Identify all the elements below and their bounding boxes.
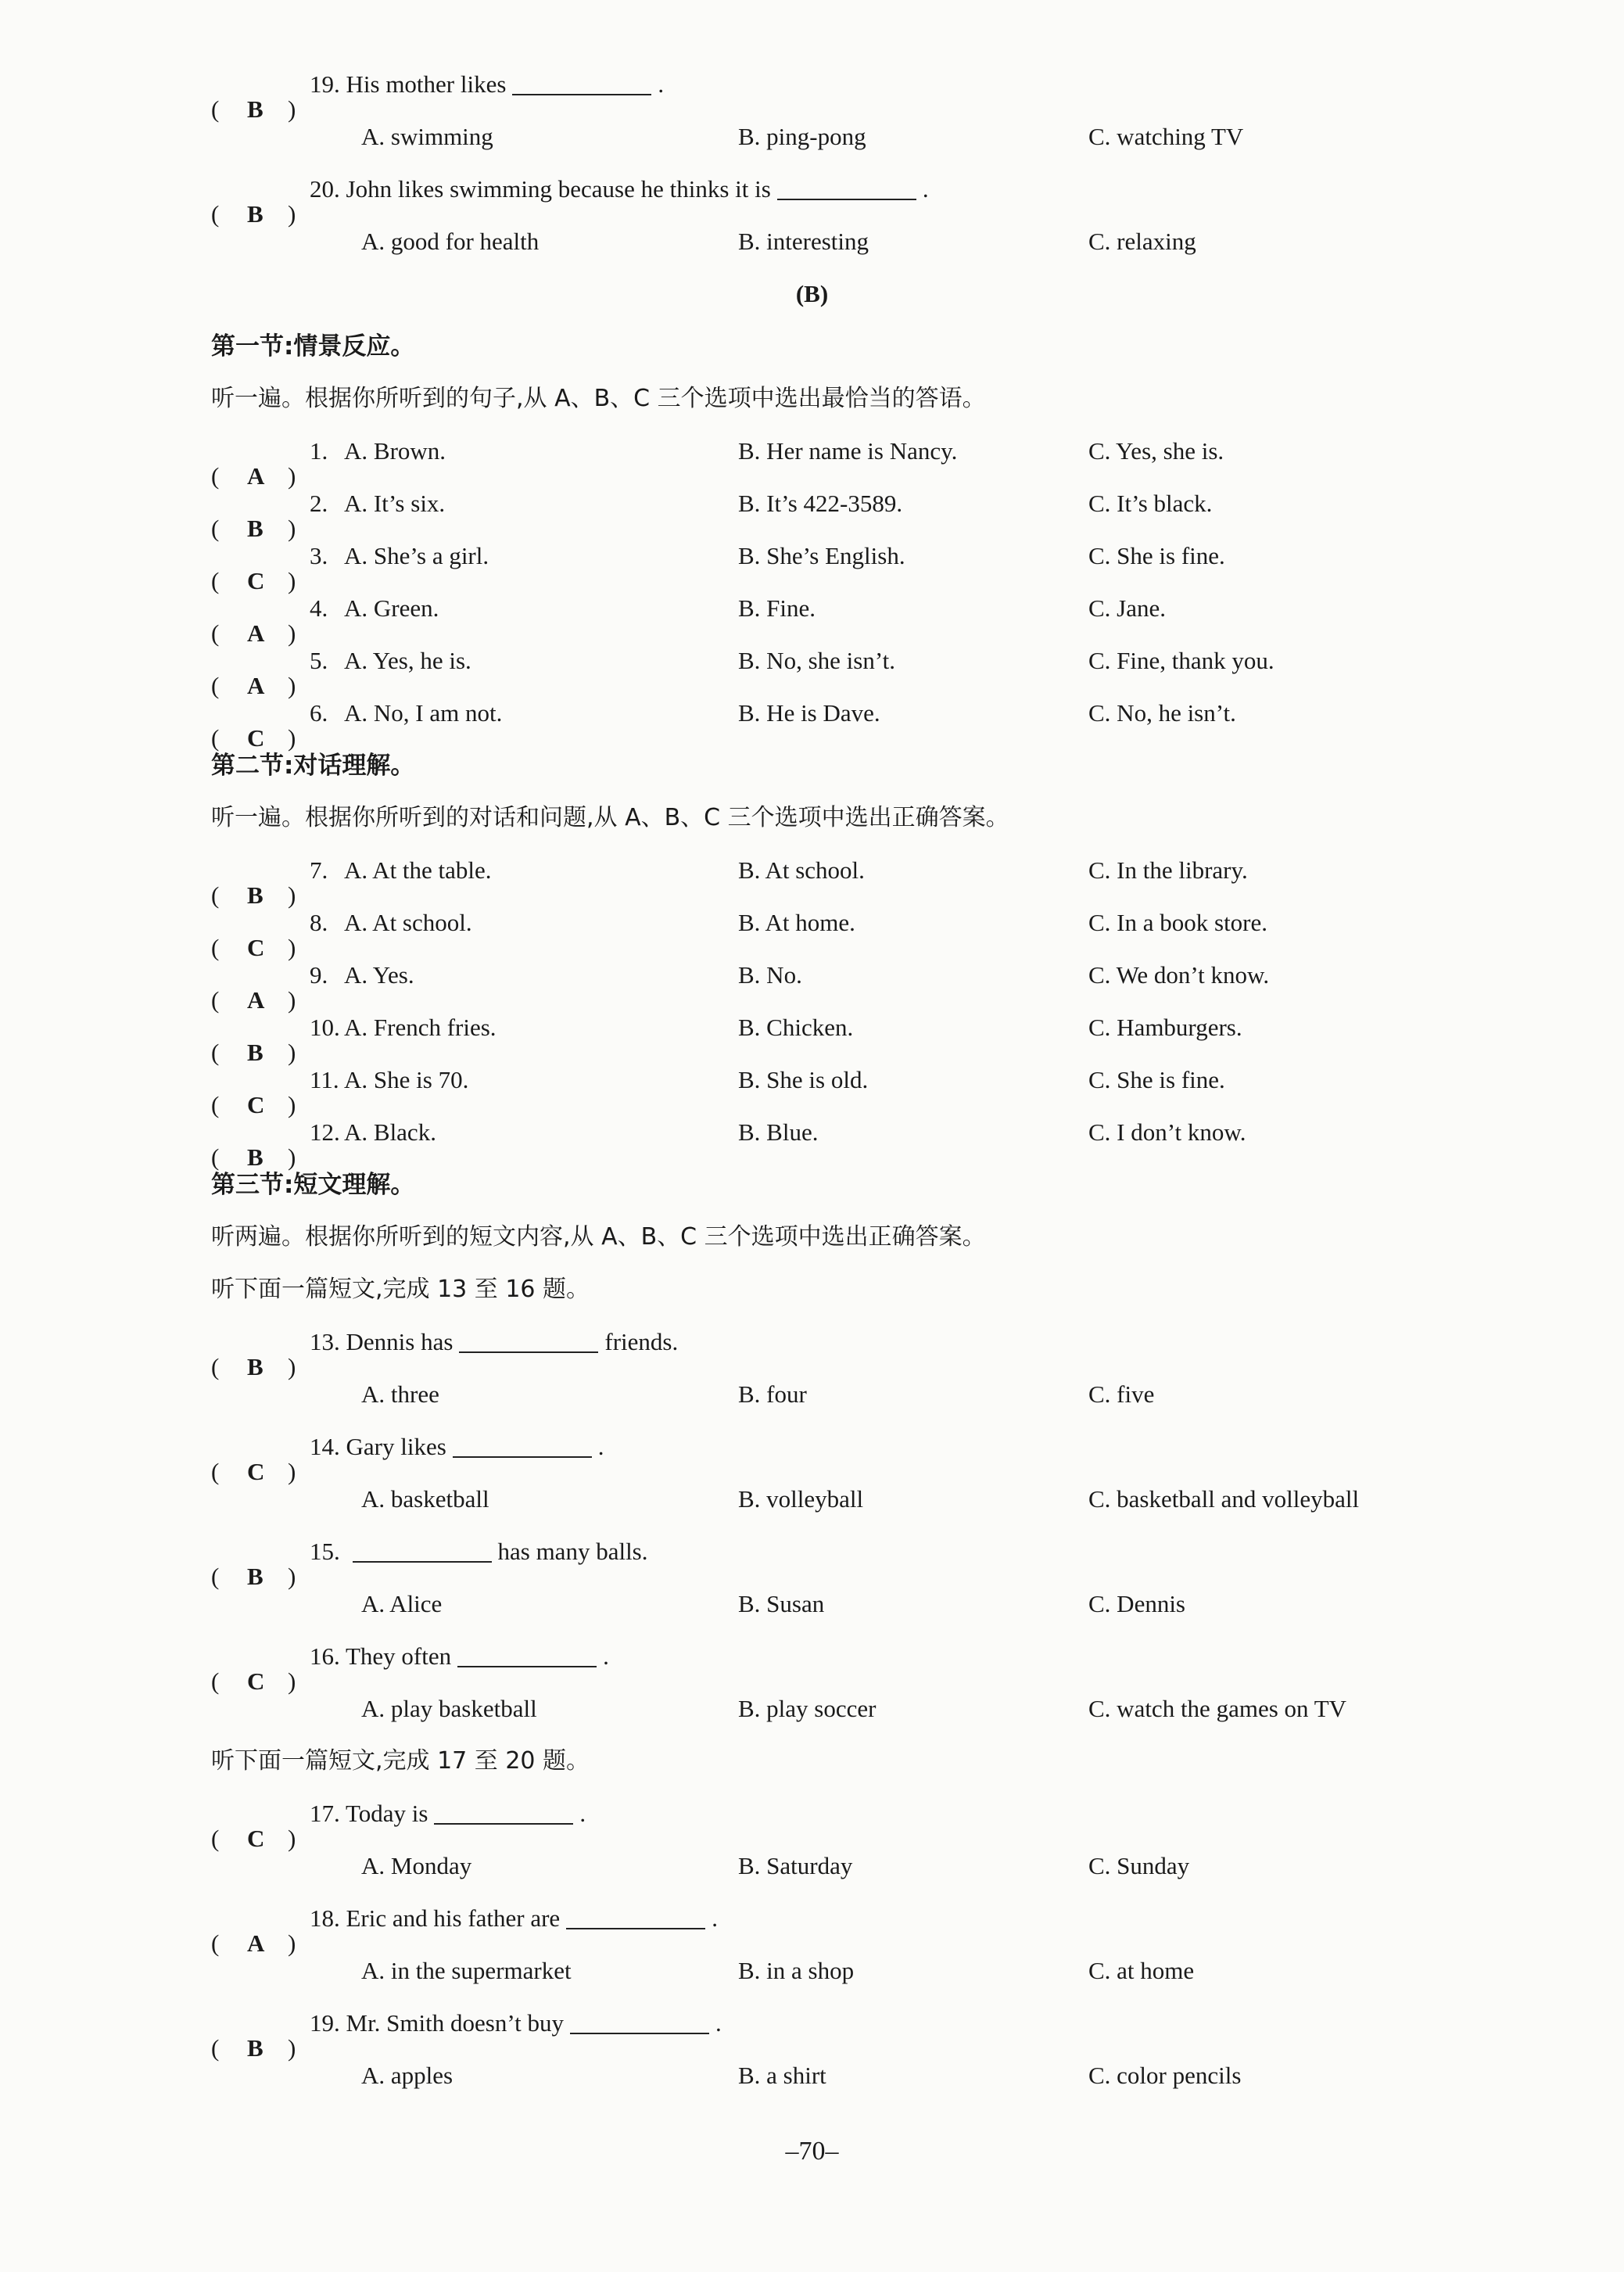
question-row: ( B ) 19. Mr. Smith doesn’t buy . [211,2006,1603,2040]
question-row: ( C ) 17. Today is . [211,1796,1603,1831]
question-number: 6. [310,699,328,727]
question-row: ( A ) 4. A. Green. B. Fine. C. Jane. [211,591,1603,626]
question-row: ( B ) 10. A. French fries. B. Chicken. C. Hamburgers. [211,1010,1603,1045]
question-number: 8. [310,909,328,936]
part3-instruction: 听两遍。根据你所听到的短文内容,从 A、B、C 三个选项中选出正确答案。 [211,1223,986,1251]
question-number: 14. [310,1433,340,1460]
question-row: ( A ) 18. Eric and his father are . [211,1901,1603,1936]
part1-instruction: 听一遍。根据你所听到的句子,从 A、B、C 三个选项中选出最恰当的答语。 [211,385,986,412]
question-row: ( B ) 15. has many balls. [211,1534,1603,1569]
question-number: 12. [310,1118,340,1146]
question-row: ( B ) 2. A. It’s six. B. It’s 422-3589. C. It’s black. [211,486,1603,521]
option-c: C. It’s black. [1088,490,1213,517]
question-text: Eric and his father are [346,1904,561,1932]
question-row: ( B ) 20. John likes swimming because he thinks it is . [211,172,1603,206]
options-row [211,1587,1603,1621]
option-c: C. In a book store. [1088,909,1268,936]
option-c: C. Hamburgers. [1088,1014,1242,1041]
answer-letter: B [247,1143,263,1171]
answer-letter: C [247,1458,265,1485]
option-a: A. Yes, he is. [344,647,471,674]
question-text: Mr. Smith doesn’t buy [346,2009,564,2037]
options-row [211,1377,1603,1412]
option-a: A. basketball [361,1485,489,1513]
option-c: C. In the library. [1088,856,1248,884]
part1-heading: 第一节:情景反应。 [211,332,415,361]
option-c: C. basketball and volleyball [1088,1485,1360,1513]
option-c: C. five [1088,1380,1155,1408]
answer-letter: B [247,881,263,909]
option-a: A. At the table. [344,856,492,884]
passage-intro: 听下面一篇短文,完成 17 至 20 题。 [211,1747,590,1775]
question-row: ( C ) 14. Gary likes . [211,1430,1603,1464]
option-b: B. He is Dave. [738,699,880,727]
question-text-end: . [658,70,665,98]
question-text-end: . [715,2009,722,2037]
answer-letter: C [247,1667,265,1695]
option-c: C. Yes, she is. [1088,437,1224,465]
answer-blank [777,175,916,200]
answer-blank [566,1904,705,1929]
option-c: C. She is fine. [1088,1066,1225,1093]
answer-blank [512,70,651,95]
option-c: C. Fine, thank you. [1088,647,1274,674]
option-a: A. Green. [344,594,439,622]
question-number: 4. [310,594,328,622]
option-b: B. No, she isn’t. [738,647,895,674]
answer-blank [570,2009,709,2034]
question-row: ( B ) 7. A. At the table. B. At school. C. In the library. [211,853,1603,888]
question-row: ( A ) 5. A. Yes, he is. B. No, she isn’t. C. Fine, thank you. [211,644,1603,678]
option-a: A. Monday [361,1852,472,1879]
answer-letter: B [247,1353,263,1380]
answer-letter: B [247,1563,263,1590]
option-a: A. apples [361,2062,454,2089]
question-row: ( B ) 19. His mother likes . [211,67,1603,102]
option-c: C. color pencils [1088,2062,1242,2089]
options-row [211,224,1603,259]
option-b: B. It’s 422-3589. [738,490,903,517]
question-number: 3. [310,542,328,569]
option-a: A. in the supermarket [361,1957,572,1984]
option-a: A. She’s a girl. [344,542,489,569]
options-row [211,1692,1603,1726]
question-number: 7. [310,856,328,884]
question-number: 10. [310,1014,340,1041]
option-a: A. She is 70. [344,1066,469,1093]
question-text-end: . [597,1433,604,1460]
options-row [211,2058,1603,2093]
option-c: C. Jane. [1088,594,1167,622]
question-row: ( C ) 16. They often . [211,1639,1603,1674]
answer-letter: B [247,1039,263,1066]
question-row: ( C ) 6. A. No, I am not. B. He is Dave. C. No, he isn’t. [211,696,1603,730]
option-c: C. We don’t know. [1088,961,1270,989]
question-row: ( C ) 11. A. She is 70. B. She is old. C. She is fine. [211,1063,1603,1097]
question-number: 17. [310,1800,340,1827]
question-number: 13. [310,1328,340,1355]
option-c: C. watching TV [1088,123,1244,150]
answer-letter: C [247,1091,265,1118]
answer-blank [353,1538,492,1563]
question-row: ( A ) 9. A. Yes. B. No. C. We don’t know. [211,958,1603,992]
option-a: A. swimming [361,123,493,150]
option-a: A. It’s six. [344,490,446,517]
question-row: ( A ) 1. A. Brown. B. Her name is Nancy. C. Yes, she is. [211,434,1603,468]
option-b: B. Blue. [738,1118,819,1146]
question-text-end: . [579,1800,586,1827]
question-number: 2. [310,490,328,517]
answer-blank [434,1800,573,1825]
option-a: A. Black. [344,1118,436,1146]
question-number: 20. [310,175,340,203]
option-c: C. Sunday [1088,1852,1190,1879]
option-b: B. a shirt [738,2062,826,2089]
question-row: ( B ) 12. A. Black. B. Blue. C. I don’t know. [211,1115,1603,1150]
answer-letter: A [247,986,265,1014]
option-b: B. At home. [738,909,855,936]
option-b: B. in a shop [738,1957,855,1984]
option-c: C. relaxing [1088,228,1196,255]
question-number: 1. [310,437,328,465]
answer-letter: A [247,672,265,699]
question-text: His mother likes [346,70,507,98]
answer-letter: C [247,567,265,594]
question-text-end: . [603,1642,609,1670]
option-a: A. No, I am not. [344,699,503,727]
option-a: A. French fries. [344,1014,497,1041]
option-b: B. volleyball [738,1485,864,1513]
option-c: C. No, he isn’t. [1088,699,1236,727]
part2-heading: 第二节:对话理解。 [211,752,415,780]
option-a: A. good for health [361,228,540,255]
option-c: C. Dennis [1088,1590,1185,1617]
answer-letter: B [247,95,263,123]
question-text-end: . [922,175,929,203]
answer-letter: B [247,2034,263,2062]
option-b: B. interesting [738,228,869,255]
page-number: –70– [785,2137,839,2166]
option-a: A. At school. [344,909,472,936]
option-a: A. Brown. [344,437,446,465]
option-b: B. No. [738,961,802,989]
question-text: Today is [345,1800,428,1827]
option-c: C. She is fine. [1088,542,1225,569]
answer-letter: C [247,934,265,961]
question-row: ( C ) 8. A. At school. B. At home. C. In a book store. [211,906,1603,940]
option-b: B. ping-pong [738,123,866,150]
answer-letter: B [247,200,263,228]
options-row [211,1954,1603,1988]
answer-blank [459,1328,598,1353]
option-a: A. play basketball [361,1695,537,1722]
part3-heading: 第三节:短文理解。 [211,1171,415,1199]
question-number: 5. [310,647,328,674]
option-c: C. at home [1088,1957,1195,1984]
question-text: John likes swimming because he thinks it is [346,175,771,203]
answer-letter: B [247,515,263,542]
question-number: 16. [310,1642,340,1670]
option-b: B. four [738,1380,807,1408]
question-number: 19. [310,70,340,98]
option-a: A. three [361,1380,439,1408]
answer-blank [453,1433,592,1458]
options-row [211,120,1603,154]
option-b: B. She is old. [738,1066,869,1093]
option-b: B. Susan [738,1590,825,1617]
passage-intro: 听下面一篇短文,完成 13 至 16 题。 [211,1276,590,1303]
question-number: 11. [310,1066,339,1093]
question-row: ( C ) 3. A. She’s a girl. B. She’s English. C. She is fine. [211,539,1603,573]
question-text: Gary likes [346,1433,446,1460]
answer-letter: A [247,619,265,647]
question-text: Dennis has [346,1328,454,1355]
question-text-end: . [712,1904,718,1932]
option-b: B. Saturday [738,1852,853,1879]
option-a: A. Yes. [344,961,414,989]
options-row [211,1482,1603,1516]
question-number: 18. [310,1904,340,1932]
option-b: B. Chicken. [738,1014,854,1041]
option-c: C. watch the games on TV [1088,1695,1347,1722]
answer-letter: A [247,1929,265,1957]
answer-letter: A [247,462,265,490]
option-b: B. play soccer [738,1695,877,1722]
question-number: 19. [310,2009,340,2037]
answer-blank [457,1642,597,1667]
option-b: B. She’s English. [738,542,905,569]
answer-letter: C [247,1825,265,1852]
question-text-end: friends. [604,1328,679,1355]
part2-instruction: 听一遍。根据你所听到的对话和问题,从 A、B、C 三个选项中选出正确答案。 [211,804,1009,831]
question-number: 9. [310,961,328,989]
question-number: 15. [310,1538,340,1565]
options-row [211,1849,1603,1883]
question-row: ( B ) 13. Dennis has friends. [211,1325,1603,1359]
option-c: C. I don’t know. [1088,1118,1246,1146]
option-b: B. At school. [738,856,865,884]
section-title: (B) [795,280,829,307]
option-b: B. Fine. [738,594,816,622]
question-text: They often [345,1642,452,1670]
option-a: A. Alice [361,1590,443,1617]
question-text-end: has many balls. [497,1538,648,1565]
option-b: B. Her name is Nancy. [738,437,958,465]
answer-letter: C [247,724,265,752]
